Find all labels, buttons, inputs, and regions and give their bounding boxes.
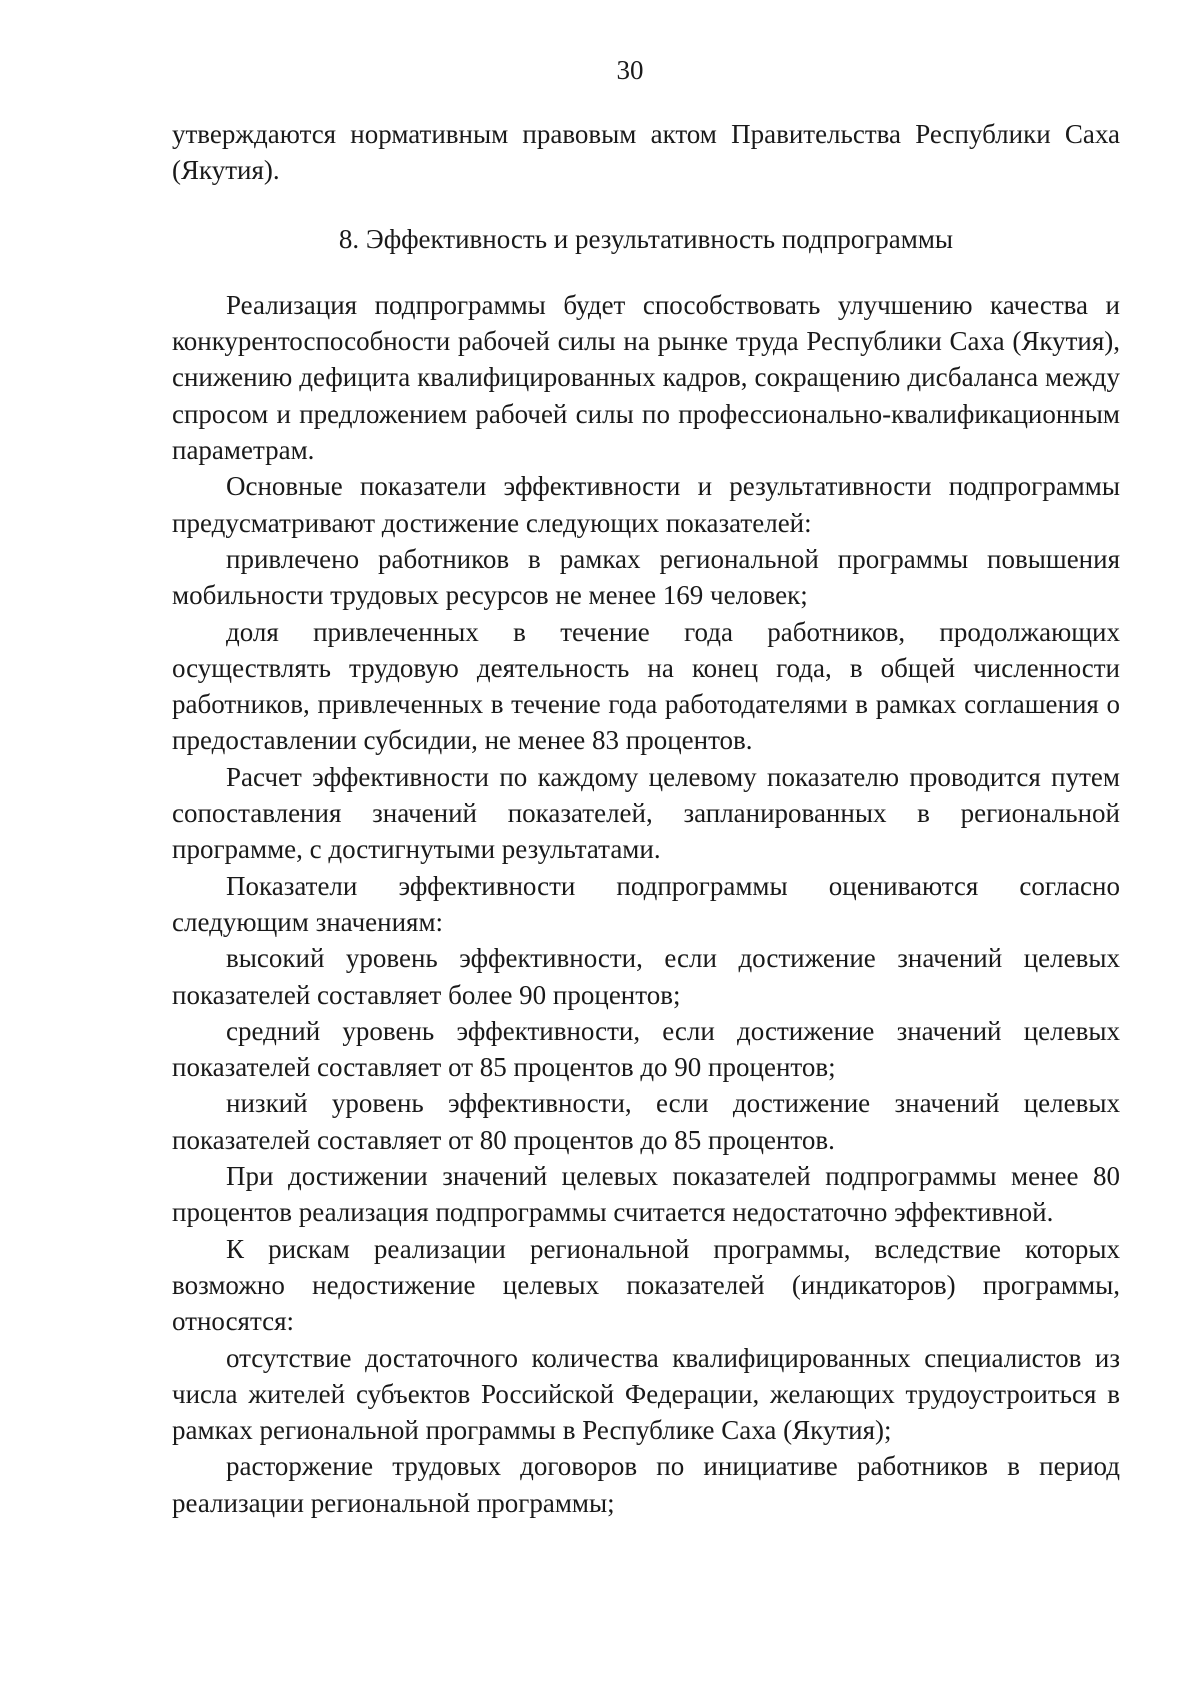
paragraph-efficiency-calculation: Расчет эффективности по каждому целевому показателю проводится путем сопоставления значений показателей, запланированных в региональной программе, с достигнутыми результатами. <box>172 761 1120 865</box>
paragraph-share-attracted: доля привлеченных в течение года работников, продолжающих осуществлять трудовую деятельность на конец года, в общей численности работников, привлеченных в течение года работодателями в рамках соглашения о предоставлении субсидии, не менее 83 процентов. <box>172 616 1120 756</box>
page-number: 30 <box>616 55 644 85</box>
paragraph-workers-attracted: привлечено работников в рамках региональной программы повышения мобильности трудовых ресурсов не менее 169 человек; <box>172 543 1120 611</box>
document-body <box>172 116 1120 1521</box>
paragraph-risk-termination: расторжение трудовых договоров по инициативе работников в период реализации региональной программы; <box>172 1451 1120 1518</box>
paragraph-low-level: низкий уровень эффективности, если достижение значений целевых показателей составляет от 80 процентов до 85 процентов. <box>172 1088 1120 1155</box>
paragraph-high-level: высокий уровень эффективности, если достижение значений целевых показателей составляет более 90 процентов; <box>172 943 1120 1010</box>
paragraph-medium-level: средний уровень эффективности, если достижение значений целевых показателей составляет от 85 процентов до 90 процентов; <box>172 1015 1120 1083</box>
paragraph-risks-intro: К рискам реализации региональной программы, вследствие которых возможно недостижение целевых показателей (индикаторов) программы, относятся: <box>172 1233 1120 1337</box>
intro-paragraph: утверждаются нормативным правовым актом Правительства Республики Саха (Якутия). <box>172 119 1120 186</box>
paragraph-evaluation-values: Показатели эффективности подпрограммы оцениваются согласно следующим значениям: <box>172 870 1120 937</box>
paragraph-risk-specialists: отсутствие достаточного количества квалифицированных специалистов из числа жителей субъектов Российской Федерации, желающих трудоустроиться в рамках региональной программы в Республике Саха (Якутия); <box>172 1342 1120 1446</box>
paragraph-insufficient: При достижении значений целевых показателей подпрограммы менее 80 процентов реализация подпрограммы считается недостаточно эффективной. <box>172 1161 1120 1228</box>
section-heading: 8. Эффективность и результативность подпрограммы <box>338 223 954 254</box>
paragraph-main-indicators: Основные показатели эффективности и результативности подпрограммы предусматривают достижение следующих показателей: <box>172 471 1120 538</box>
paragraph-implementation: Реализация подпрограммы будет способствовать улучшению качества и конкурентоспособности рабочей силы на рынке труда Республики Саха (Якутия), снижению дефицита квалифицированных кадров, сокращению дисбаланса между спросом и предложением рабочей силы по профессионально-квалификационным параметрам. <box>172 289 1120 466</box>
